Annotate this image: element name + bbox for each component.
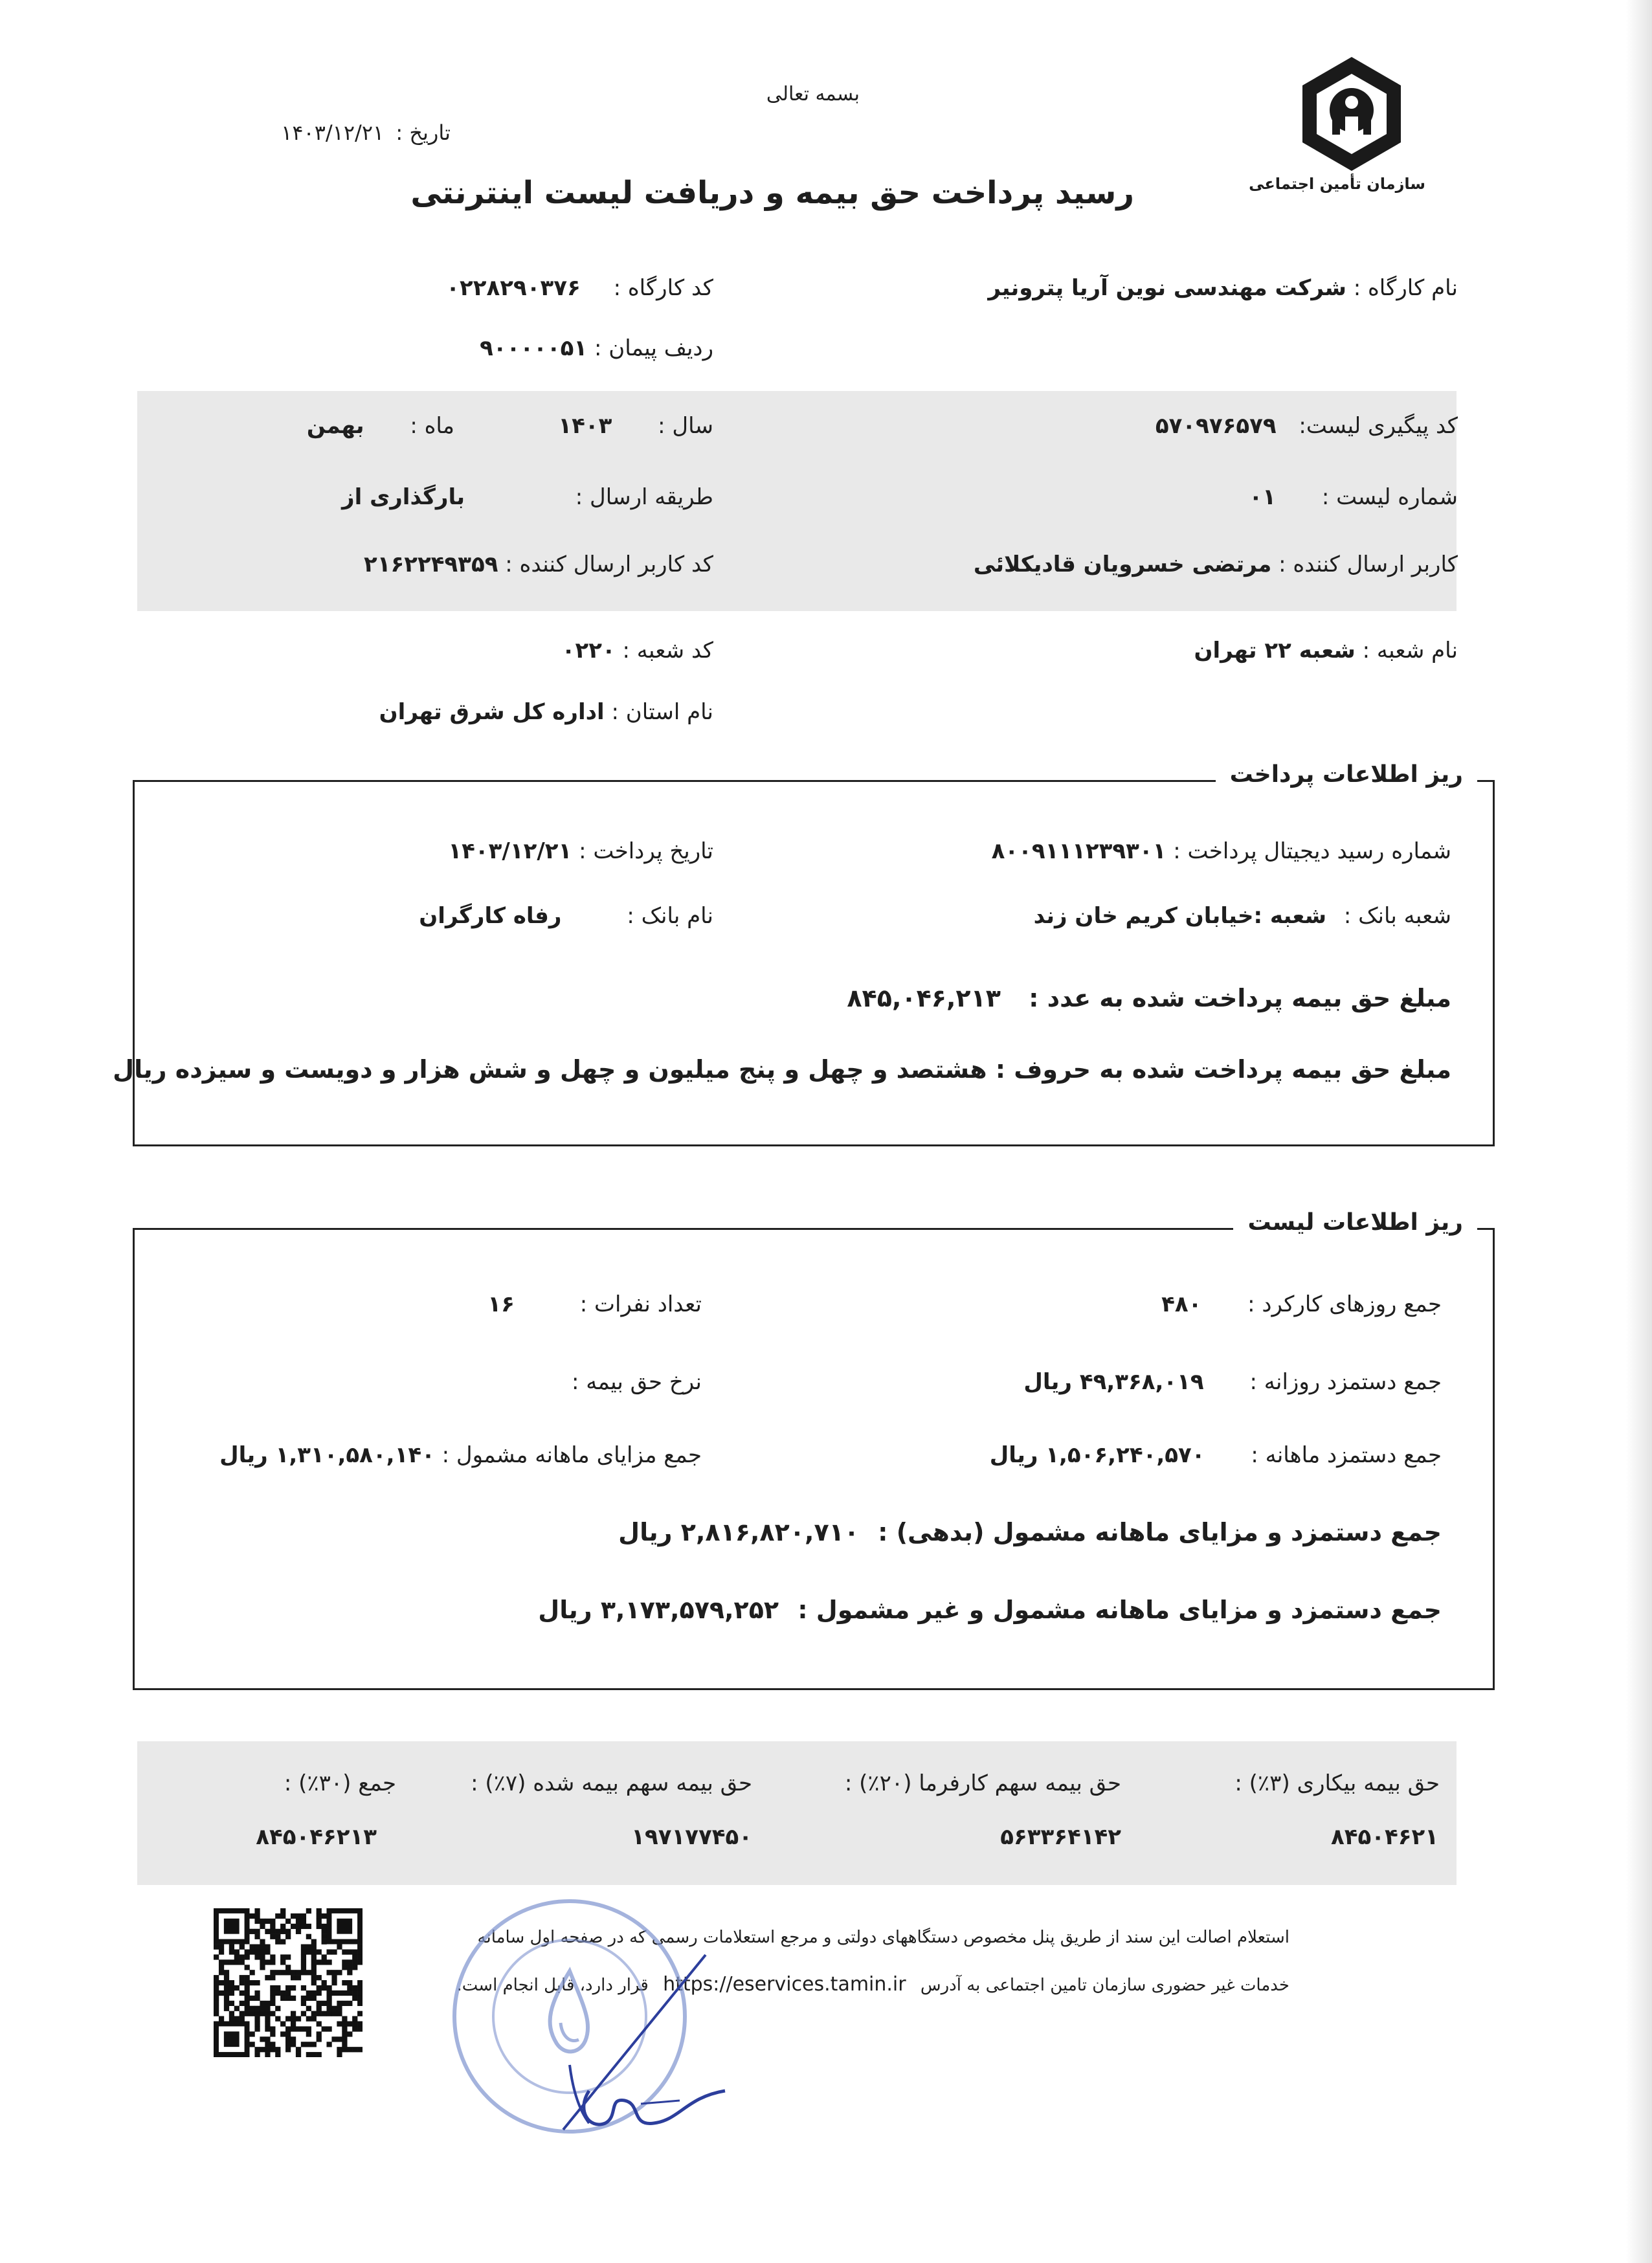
receipt-number-value: ۸۰۰۹۱۱۱۲۳۹۳۰۱ [991, 838, 1166, 864]
sender-code-label: کد کاربر ارسال کننده : [505, 552, 713, 577]
sender-value: مرتضی خسرویان قادیکلائی [973, 552, 1272, 577]
date-label: تاریخ : [396, 120, 451, 145]
monthly-wage-row [990, 1442, 1442, 1468]
year-row [558, 413, 713, 439]
send-method-row [342, 484, 713, 510]
monthly-wage-value: ۱,۵۰۶,۲۴۰,۵۷۰ ریال [989, 1442, 1205, 1468]
year-label: سال : [658, 413, 713, 439]
total-insurable-value: ۲,۸۱۶,۸۲۰,۷۱۰ ریال [618, 1518, 860, 1546]
header-date [281, 120, 451, 145]
unemployment-value: ۸۴۵۰۴۶۲۱ [1330, 1824, 1438, 1850]
tracking-value: ۵۷۰۹۷۶۵۷۹ [1155, 413, 1277, 439]
list-number-row [1249, 484, 1458, 510]
bank-name-label: نام بانک : [627, 903, 713, 929]
province-label: نام استان : [611, 699, 713, 725]
qr-code-icon [214, 1908, 363, 2057]
rate-row [572, 1369, 702, 1395]
contract-value: ۹۰۰۰۰۰۵۱ [480, 335, 588, 361]
list-number-label: شماره لیست : [1321, 484, 1458, 510]
document-title: رسید پرداخت حق بیمه و دریافت لیست اینترنتی [410, 175, 1134, 211]
payment-section-title: ریز اطلاعات پرداخت [1216, 761, 1477, 788]
receipt-number-label: شماره رسید دیجیتال پرداخت : [1173, 838, 1451, 864]
benefits-label: جمع مزایای ماهانه مشمول : [441, 1442, 702, 1468]
list-details-section-title: ریز اطلاعات لیست [1233, 1209, 1477, 1236]
tracking-label: کد پیگیری لیست: [1299, 413, 1458, 439]
employer-share-label: حق بیمه سهم کارفرما (۲۰٪) : [844, 1770, 1121, 1796]
amount-words-label: مبلغ حق بیمه پرداخت شده به حروف : [995, 1055, 1451, 1084]
total-insurable-label: جمع دستمزد و مزایای ماهانه مشمول (بدهی) : [878, 1518, 1442, 1546]
qr-code [214, 1908, 363, 2057]
signature-icon [492, 1935, 764, 2149]
footer-note-text-a: خدمات غیر حضوری سازمان تامین اجتماعی به آدرس [920, 1976, 1289, 1995]
signature [492, 1935, 764, 2149]
province-row [379, 699, 713, 725]
benefits-value: ۱,۳۱۰,۵۸۰,۱۴۰ ریال [219, 1442, 435, 1468]
amount-number-row [847, 984, 1451, 1012]
total-all-value: ۳,۱۷۳,۵۷۹,۲۵۲ ریال [538, 1596, 779, 1624]
sender-code-value: ۲۱۶۲۲۴۹۳۵۹ [363, 552, 498, 577]
bank-name-value: رفاه کارگران [419, 903, 562, 929]
workdays-row [1161, 1291, 1442, 1317]
tracking-row [1155, 413, 1458, 439]
bank-name-row [419, 903, 713, 929]
province-value: اداره کل شرق تهران [379, 699, 605, 725]
month-label: ماه : [410, 413, 454, 439]
headcount-row [487, 1291, 702, 1317]
send-method-value: بارگذاری از [342, 484, 465, 510]
workshop-name-value: شرکت مهندسی نوین آریا پترونیر [988, 275, 1346, 301]
shares-band [137, 1741, 1457, 1885]
workshop-code-row [446, 275, 713, 301]
total-insurable-row [618, 1518, 1442, 1546]
receipt-number-row [992, 838, 1451, 864]
insured-share-value: ۱۹۷۱۷۷۴۵۰ [631, 1824, 752, 1850]
branch-name-row [1194, 638, 1458, 663]
bank-branch-row [1034, 903, 1451, 929]
logo-caption: سازمان تأمین اجتماعی [1249, 175, 1425, 193]
footer-note-line1: استعلام اصالت این سند از طریق پنل مخصوص دستگاههای دولتی و مرجع استعلامات رسمی که در صفحه اول سامانه [477, 1928, 1289, 1947]
total-share-value: ۸۴۵۰۴۶۲۱۳ [256, 1824, 377, 1850]
month-value: بهمن [306, 413, 364, 439]
contract-label: ردیف پیمان : [594, 335, 713, 361]
amount-number-label: مبلغ حق بیمه پرداخت شده به عدد : [1029, 984, 1451, 1012]
payment-date-row [448, 838, 713, 864]
branch-code-value: ۰۲۲۰ [561, 638, 616, 663]
bank-branch-value: شعبه :خیابان کریم خان زند [1033, 903, 1327, 929]
workshop-code-label: کد کارگاه : [613, 275, 713, 301]
payment-section [133, 780, 1495, 1146]
employer-share-value: ۵۶۳۳۶۴۱۴۲ [1000, 1824, 1121, 1850]
workshop-name-row [988, 275, 1458, 301]
footer-note-text-b: قرار دارد، قابل انجام است. [456, 1976, 649, 1995]
workdays-value: ۴۸۰ [1161, 1291, 1202, 1317]
headcount-value: ۱۶ [487, 1291, 515, 1317]
payment-date-value: ۱۴۰۳/۱۲/۲۱ [448, 838, 572, 864]
sender-label: کاربر ارسال کننده : [1278, 552, 1458, 577]
branch-code-label: کد شعبه : [622, 638, 713, 663]
daily-wage-row [1023, 1369, 1442, 1395]
sender-row [974, 552, 1458, 577]
bank-branch-label: شعبه بانک : [1343, 903, 1451, 929]
total-all-label: جمع دستمزد و مزایای ماهانه مشمول و غیر مشمول : [798, 1596, 1442, 1624]
workdays-label: جمع روزهای کارکرد : [1247, 1291, 1442, 1317]
unemployment-label: حق بیمه بیکاری (۳٪) : [1234, 1770, 1440, 1796]
workshop-code-value: ۰۲۲۸۲۹۰۳۷۶ [446, 275, 581, 301]
benefits-row [219, 1442, 702, 1468]
contract-row [480, 335, 713, 361]
scan-edge-shadow [1626, 0, 1652, 2263]
month-row [307, 413, 454, 439]
monthly-wage-label: جمع دستمزد ماهانه : [1251, 1442, 1442, 1468]
list-number-value: ۰۱ [1249, 484, 1277, 510]
daily-wage-label: جمع دستمزد روزانه : [1249, 1369, 1442, 1395]
date-value: ۱۴۰۳/۱۲/۲۱ [281, 120, 385, 145]
daily-wage-value: ۴۹,۳۶۸,۰۱۹ ریال [1023, 1369, 1204, 1395]
headcount-label: تعداد نفرات : [579, 1291, 702, 1317]
rate-label: نرخ حق بیمه : [571, 1369, 702, 1395]
invocation-text: بسمه تعالی [766, 83, 860, 106]
payment-date-label: تاریخ پرداخت : [579, 838, 713, 864]
branch-name-value: شعبه ۲۲ تهران [1194, 638, 1356, 663]
total-all-row [538, 1596, 1442, 1624]
amount-number-value: ۸۴۵,۰۴۶,۲۱۳ [847, 984, 1001, 1012]
sender-code-row [364, 552, 713, 577]
year-value: ۱۴۰۳ [558, 413, 612, 439]
send-method-label: طریقه ارسال : [575, 484, 713, 510]
insured-share-label: حق بیمه سهم بیمه شده (۷٪) : [471, 1770, 752, 1796]
branch-code-row [562, 638, 713, 663]
total-share-label: جمع (۳۰٪) : [284, 1770, 396, 1796]
branch-name-label: نام شعبه : [1362, 638, 1458, 663]
footer-url-link[interactable]: https://eservices.tamin.ir [663, 1973, 906, 1996]
amount-words-row [113, 1055, 1451, 1084]
amount-words-value: هشتصد و چهل و پنج میلیون و چهل و شش هزار و دویست و سیزده ریال [113, 1055, 987, 1084]
workshop-name-label: نام کارگاه : [1353, 275, 1458, 301]
